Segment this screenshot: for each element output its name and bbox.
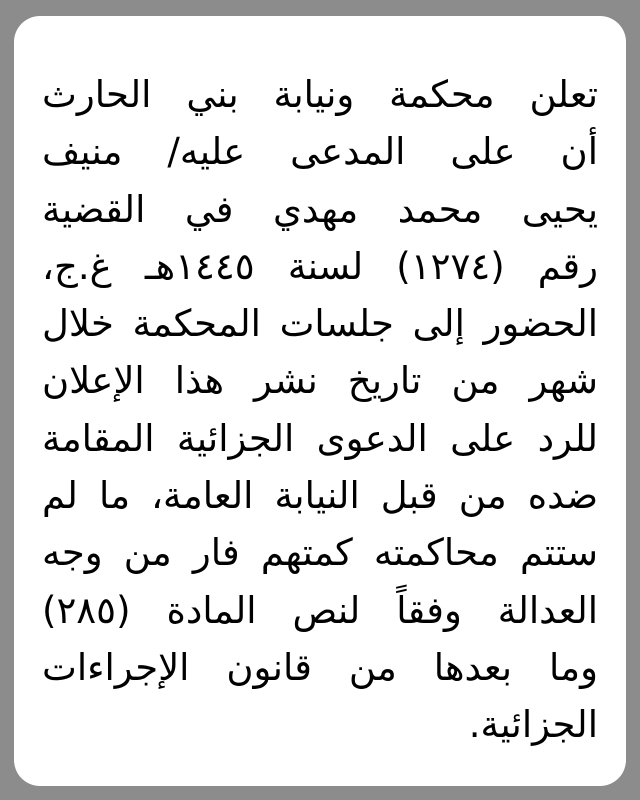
notice-line: العدالة وفقاً لنص المادة (٢٨٥) bbox=[42, 588, 598, 632]
notice-line: شهر من تاريخ نشر هذا الإعلان bbox=[42, 359, 598, 403]
notice-line: الحضور إلى جلسات المحكمة خلال bbox=[42, 302, 598, 346]
notice-line: يحيى محمد مهدي في القضية bbox=[42, 187, 598, 231]
notice-line: وما بعدها من قانون الإجراءات bbox=[42, 645, 598, 689]
notice-line: ستتم محاكمته كمتهم فار من وجه bbox=[42, 531, 598, 575]
notice-line: رقم (١٢٧٤) لسنة ١٤٤٥هـ غ.ج، bbox=[42, 244, 598, 288]
notice-line: أن على المدعى عليه/ منيف bbox=[42, 130, 598, 174]
notice-line: للرد على الدعوى الجزائية المقامة bbox=[42, 416, 598, 460]
notice-card bbox=[14, 16, 626, 786]
notice-line: تعلن محكمة ونيابة بني الحارث bbox=[42, 73, 598, 116]
notice-body bbox=[42, 66, 598, 754]
notice-line: ضده من قبل النيابة العامة، ما لم bbox=[42, 474, 598, 518]
notice-line: الجزائية. bbox=[468, 703, 598, 747]
